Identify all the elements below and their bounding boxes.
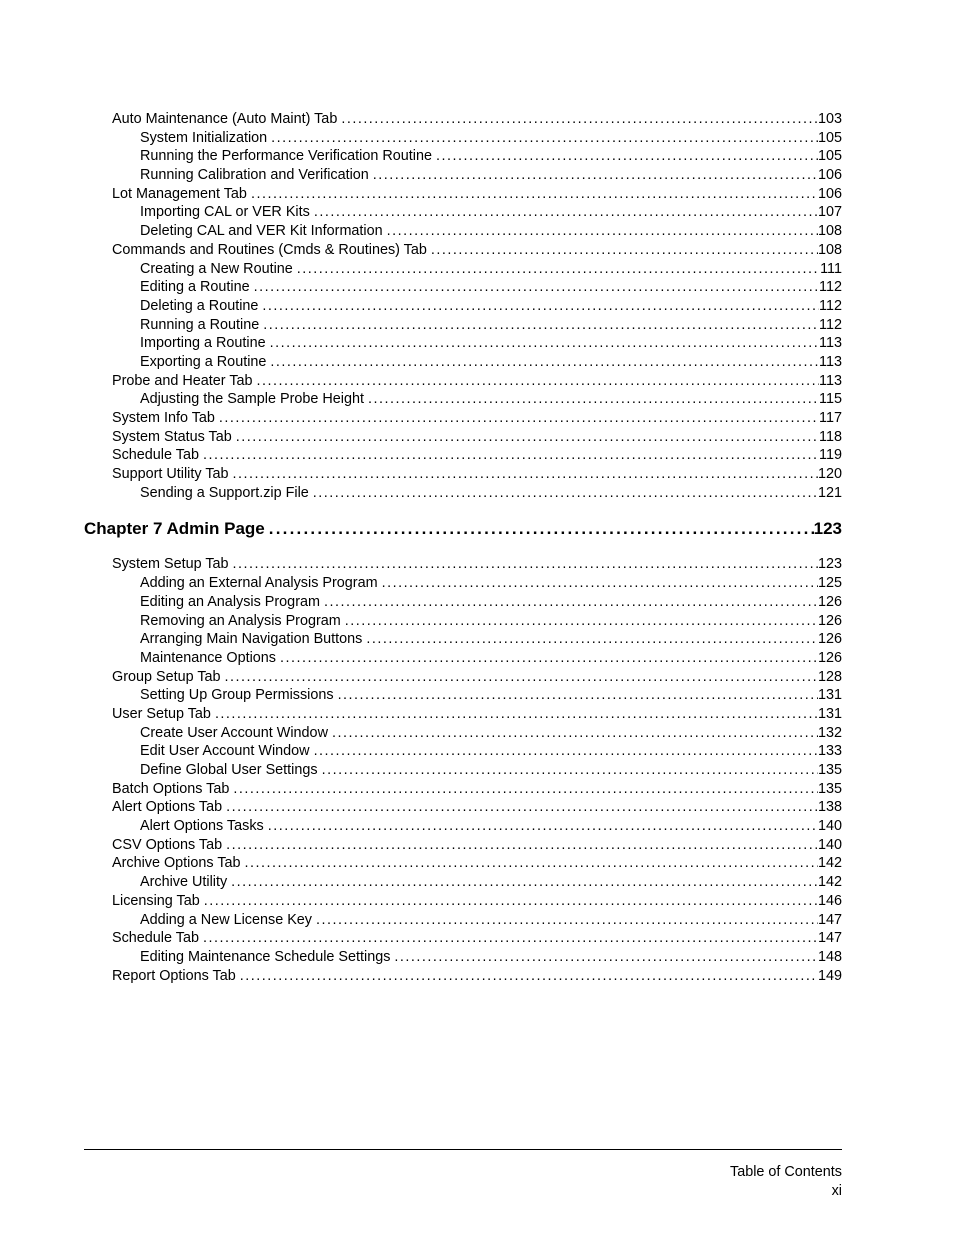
dot-leader <box>436 147 818 166</box>
toc-entry-title: System Initialization <box>140 129 268 146</box>
toc-entry-page-number: 120 <box>817 466 842 483</box>
toc-entry-page-number: 142 <box>817 855 842 872</box>
toc-entry-page-number: 146 <box>817 892 842 909</box>
toc-entry-title: User Setup Tab <box>112 705 211 722</box>
toc-entry[interactable] <box>84 203 842 222</box>
toc-entry-title: Alert Options Tasks <box>140 818 264 835</box>
dot-leader <box>203 929 818 948</box>
dot-leader <box>314 742 818 761</box>
toc-entry-page-number: 135 <box>817 780 842 797</box>
footer-section-title: Table of Contents <box>730 1164 842 1180</box>
toc-entry-page-number: 119 <box>819 447 842 464</box>
toc-entry-page-number: 142 <box>817 874 842 891</box>
toc-entry[interactable] <box>84 353 842 372</box>
dot-leader <box>236 428 819 447</box>
toc-entry-title: Chapter 7 Admin Page <box>84 519 265 539</box>
toc-chapter-entry[interactable] <box>84 517 842 541</box>
dot-leader <box>233 465 818 484</box>
toc-entry-page-number: 128 <box>817 668 842 685</box>
toc-entry-title: System Status Tab <box>112 428 232 445</box>
toc-entry[interactable] <box>84 390 842 409</box>
dot-leader <box>322 761 818 780</box>
toc-entry[interactable] <box>84 967 842 986</box>
dot-leader <box>225 668 818 687</box>
dot-leader <box>314 203 818 222</box>
table-of-contents <box>84 110 842 985</box>
toc-entry-title: Editing a Routine <box>140 279 250 296</box>
toc-entry-page-number: 126 <box>817 593 842 610</box>
toc-entry[interactable] <box>84 612 842 631</box>
toc-entry-page-number: 140 <box>817 818 842 835</box>
toc-entry[interactable] <box>84 798 842 817</box>
toc-entry-page-number: 148 <box>817 948 842 965</box>
toc-entry-title: Archive Utility <box>140 874 228 891</box>
dot-leader <box>270 353 819 372</box>
toc-entry-title: Define Global User Settings <box>140 762 318 778</box>
toc-entry-title: Deleting CAL and VER Kit Information <box>140 223 383 240</box>
toc-entry-title: Group Setup Tab <box>112 668 221 685</box>
toc-entry-title: Auto Maintenance (Auto Maint) Tab <box>112 111 338 127</box>
toc-entry[interactable] <box>84 372 842 391</box>
toc-entry-page-number: 113 <box>819 335 842 352</box>
toc-entry[interactable] <box>84 873 842 892</box>
dot-leader <box>313 484 818 503</box>
toc-entry-page-number: 135 <box>817 762 842 778</box>
toc-entry[interactable] <box>84 297 842 316</box>
toc-entry[interactable] <box>84 724 842 743</box>
dot-leader <box>262 297 819 316</box>
footer-page-number: xi <box>831 1182 842 1199</box>
dot-leader <box>431 241 818 260</box>
dot-leader <box>338 686 818 705</box>
toc-entry-page-number: 140 <box>817 836 842 853</box>
dot-leader <box>226 798 818 817</box>
toc-entry-page-number: 147 <box>817 911 842 928</box>
toc-entry[interactable] <box>84 948 842 967</box>
toc-entry-title: Editing an Analysis Program <box>140 593 320 610</box>
toc-entry-title: Importing a Routine <box>140 335 266 352</box>
toc-entry-title: Setting Up Group Permissions <box>140 687 334 704</box>
toc-entry-title: Arranging Main Navigation Buttons <box>140 631 363 648</box>
toc-entry-title: Deleting a Routine <box>140 297 259 314</box>
dot-leader <box>204 892 818 911</box>
toc-entry[interactable] <box>84 574 842 593</box>
dot-leader <box>280 649 818 668</box>
toc-entry-page-number: 112 <box>819 297 842 314</box>
toc-entry-title: Support Utility Tab <box>112 466 229 483</box>
toc-entry[interactable] <box>84 705 842 724</box>
toc-entry[interactable] <box>84 147 842 166</box>
dot-leader <box>382 574 818 593</box>
toc-entry-page-number: 126 <box>817 612 842 629</box>
toc-entry[interactable] <box>84 334 842 353</box>
toc-entry-title: Creating a New Routine <box>140 260 293 277</box>
toc-entry-page-number: 108 <box>817 223 842 240</box>
dot-leader <box>332 724 818 743</box>
dot-leader <box>203 446 819 465</box>
dot-leader <box>345 612 818 631</box>
toc-entry-title: Edit User Account Window <box>140 743 310 760</box>
toc-entry-page-number: 117 <box>819 410 842 426</box>
toc-entry-page-number: 112 <box>819 316 842 333</box>
toc-entry-title: System Info Tab <box>112 410 215 426</box>
dot-leader <box>226 836 818 855</box>
toc-entry[interactable] <box>84 278 842 297</box>
dot-leader <box>231 873 818 892</box>
toc-entry-page-number: 118 <box>819 428 842 445</box>
toc-entry-page-number: 131 <box>817 705 842 722</box>
dot-leader <box>251 185 818 204</box>
toc-entry[interactable] <box>84 911 842 930</box>
dot-leader <box>233 780 818 799</box>
toc-entry[interactable] <box>84 484 842 503</box>
toc-entry-title: Schedule Tab <box>112 930 199 947</box>
toc-entry-title: Editing Maintenance Schedule Settings <box>140 948 391 965</box>
dot-leader <box>324 593 818 612</box>
toc-entry-title: Lot Management Tab <box>112 185 247 202</box>
toc-entry-title: Create User Account Window <box>140 724 328 741</box>
toc-entry[interactable] <box>84 892 842 911</box>
footer-divider <box>84 1149 842 1150</box>
toc-entry-page-number: 125 <box>817 575 842 592</box>
toc-entry-title: Maintenance Options <box>140 649 276 666</box>
toc-entry[interactable] <box>84 836 842 855</box>
toc-entry-title: Sending a Support.zip File <box>140 484 309 501</box>
dot-leader <box>245 854 818 873</box>
toc-entry-title: Report Options Tab <box>112 967 236 984</box>
toc-entry-title: Probe and Heater Tab <box>112 372 253 389</box>
toc-entry[interactable] <box>84 110 842 129</box>
toc-entry-title: System Setup Tab <box>112 556 229 573</box>
toc-entry-page-number: 105 <box>817 129 842 146</box>
toc-entry-title: Adjusting the Sample Probe Height <box>140 391 364 408</box>
toc-entry-page-number: 132 <box>817 724 842 741</box>
toc-entry-page-number: 121 <box>817 484 842 501</box>
dot-leader <box>373 166 818 185</box>
toc-entry[interactable] <box>84 129 842 148</box>
toc-entry-page-number: 149 <box>817 967 842 984</box>
toc-entry[interactable] <box>84 185 842 204</box>
toc-entry-title: Removing an Analysis Program <box>140 612 341 629</box>
toc-entry[interactable] <box>84 929 842 948</box>
toc-entry-page-number: 113 <box>819 372 842 389</box>
toc-entry-page-number: 131 <box>817 687 842 704</box>
toc-entry-page-number: 106 <box>817 185 842 202</box>
toc-entry[interactable] <box>84 668 842 687</box>
dot-leader <box>233 555 818 574</box>
toc-entry-page-number: 108 <box>817 241 842 258</box>
dot-leader <box>394 948 818 967</box>
page-footer <box>730 1163 842 1200</box>
toc-entry-title: Commands and Routines (Cmds & Routines) Tab <box>112 241 427 258</box>
toc-entry[interactable] <box>84 222 842 241</box>
toc-entry-page-number: 133 <box>817 743 842 760</box>
dot-leader <box>254 278 819 297</box>
dot-leader <box>270 334 819 353</box>
toc-entry-page-number: 126 <box>817 649 842 666</box>
toc-entry-page-number: 107 <box>817 204 842 221</box>
toc-entry-title: Exporting a Routine <box>140 353 267 370</box>
toc-entry-page-number: 147 <box>817 930 842 947</box>
toc-entry-page-number: 111 <box>820 260 842 277</box>
toc-entry[interactable] <box>84 241 842 260</box>
toc-entry[interactable] <box>84 761 842 780</box>
toc-entry[interactable] <box>84 260 842 279</box>
dot-leader <box>341 110 818 129</box>
toc-entry-page-number: 123 <box>813 519 842 539</box>
dot-leader <box>263 316 819 335</box>
toc-entry[interactable] <box>84 428 842 447</box>
dot-leader <box>316 911 818 930</box>
toc-entry-title: Running a Routine <box>140 316 260 333</box>
toc-entry[interactable] <box>84 166 842 185</box>
dot-leader <box>387 222 818 241</box>
toc-entry-title: Adding a New License Key <box>140 911 312 928</box>
toc-entry-title: Schedule Tab <box>112 447 199 464</box>
toc-entry[interactable] <box>84 817 842 836</box>
toc-entry-page-number: 106 <box>817 167 842 184</box>
dot-leader <box>366 630 818 649</box>
dot-leader <box>257 372 820 391</box>
toc-entry-title: Licensing Tab <box>112 892 200 909</box>
dot-leader <box>269 517 814 541</box>
toc-entry[interactable] <box>84 780 842 799</box>
toc-entry-title: Alert Options Tab <box>112 799 223 816</box>
toc-entry[interactable] <box>84 316 842 335</box>
toc-entry[interactable] <box>84 593 842 612</box>
toc-entry[interactable] <box>84 686 842 705</box>
toc-entry[interactable] <box>84 555 842 574</box>
toc-entry-page-number: 115 <box>819 391 842 408</box>
toc-entry[interactable] <box>84 630 842 649</box>
toc-entry-title: Archive Options Tab <box>112 855 241 872</box>
toc-entry[interactable] <box>84 742 842 761</box>
toc-entry-title: Running the Performance Verification Routine <box>140 148 432 165</box>
toc-entry-page-number: 138 <box>817 799 842 816</box>
toc-entry-page-number: 123 <box>817 556 842 573</box>
dot-leader <box>215 705 818 724</box>
toc-entry-page-number: 113 <box>819 353 842 370</box>
toc-entry-title: Batch Options Tab <box>112 780 230 797</box>
toc-entry[interactable] <box>84 649 842 668</box>
toc-entry-page-number: 105 <box>817 148 842 165</box>
dot-leader <box>368 390 819 409</box>
toc-entry-page-number: 103 <box>817 111 842 127</box>
toc-entry-page-number: 126 <box>817 631 842 648</box>
dot-leader <box>297 260 820 279</box>
dot-leader <box>268 817 818 836</box>
toc-entry[interactable] <box>84 446 842 465</box>
toc-entry-title: Running Calibration and Verification <box>140 167 369 184</box>
toc-entry[interactable] <box>84 465 842 484</box>
toc-entry-title: Importing CAL or VER Kits <box>140 204 310 221</box>
toc-entry-title: CSV Options Tab <box>112 836 223 853</box>
toc-entry[interactable] <box>84 409 842 428</box>
toc-entry-page-number: 112 <box>819 279 842 296</box>
dot-leader <box>219 409 819 428</box>
dot-leader <box>271 129 818 148</box>
toc-entry-title: Adding an External Analysis Program <box>140 575 378 592</box>
dot-leader <box>240 967 818 986</box>
toc-entry[interactable] <box>84 854 842 873</box>
